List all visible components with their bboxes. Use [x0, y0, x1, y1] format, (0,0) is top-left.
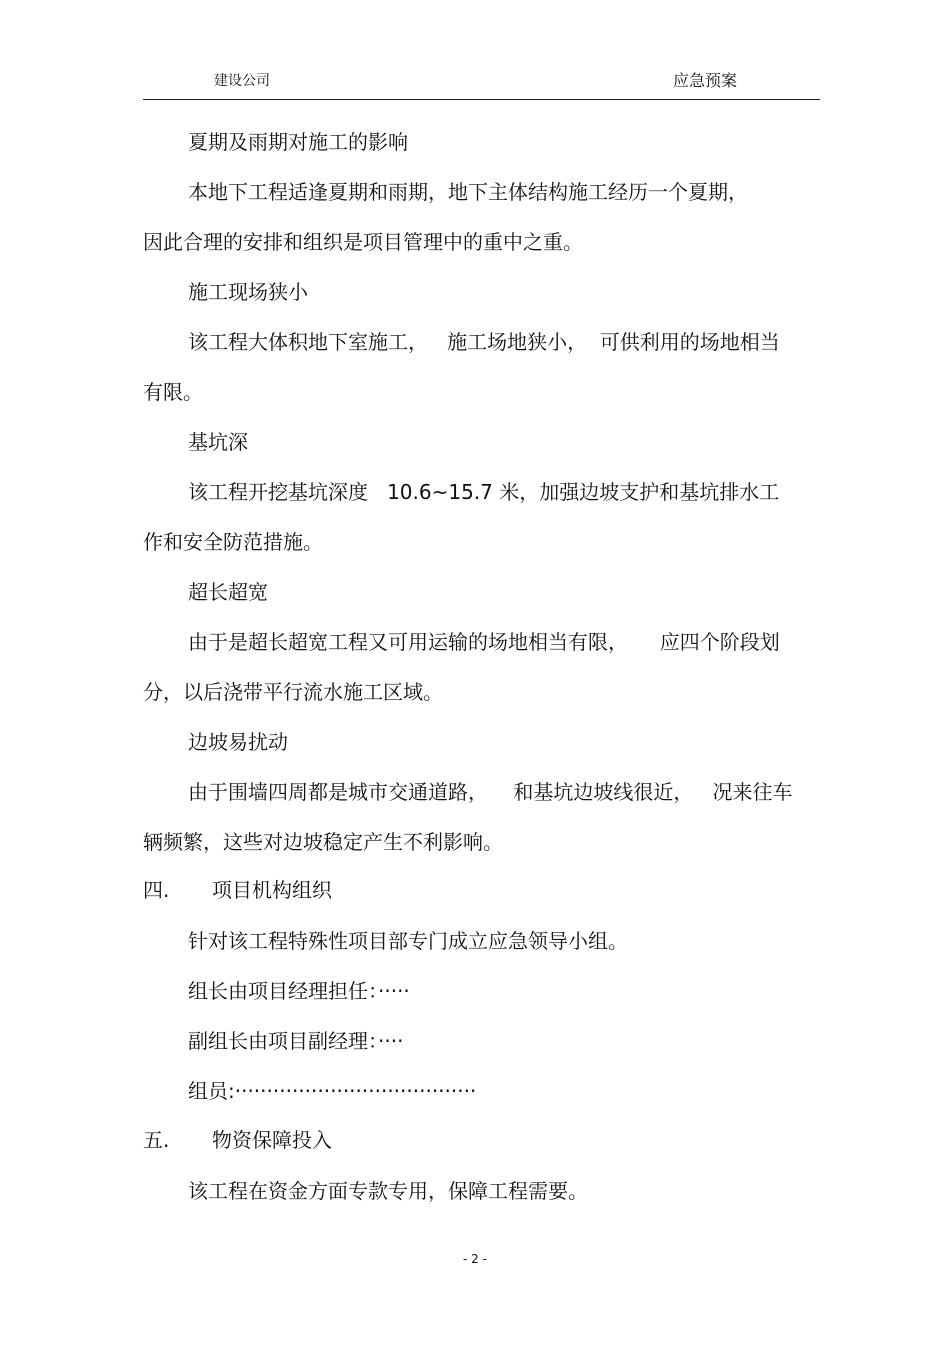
team-leader-line: 组长由项目经理担任：·····: [188, 979, 410, 1003]
section-title: 项目机构组织: [212, 878, 332, 902]
header-divider: [143, 99, 820, 100]
paragraph-line: 有限。: [143, 380, 203, 404]
header-company: 建设公司: [214, 73, 270, 89]
paragraph-line: 该工程大体积地下室施工， 施工场地狭小， 可供利用的场地相当: [188, 330, 780, 354]
section-number: 四.: [143, 878, 170, 902]
section-title: 物资保障投入: [212, 1128, 332, 1152]
paragraph-line: 由于围墙四周都是城市交通道路， 和基坑边坡线很近， 况来往车: [188, 780, 793, 804]
paragraph-line: 因此合理的安排和组织是项目管理中的重中之重。: [143, 230, 583, 254]
paragraph-line: 该工程在资金方面专款专用，保障工程需要。: [188, 1179, 588, 1203]
paragraph-line: 针对该工程特殊性项目部专门成立应急领导小组。: [188, 929, 628, 953]
section-number: 五.: [143, 1128, 170, 1152]
header-document-type: 应急预案: [673, 71, 738, 90]
paragraph-line: 作和安全防范措施。: [143, 530, 323, 554]
subheading-deep-pit: 基坑深: [188, 430, 248, 454]
paragraph-line: 辆频繁，这些对边坡稳定产生不利影响。: [143, 830, 503, 854]
subheading-oversize: 超长超宽: [188, 580, 268, 604]
paragraph-line: 本地下工程适逢夏期和雨期，地下主体结构施工经历一个夏期，: [188, 180, 748, 204]
deputy-leader-line: 副组长由项目副经理：····: [188, 1029, 404, 1053]
page-number: - 2 -: [463, 1252, 487, 1266]
paragraph-line: 由于是超长超宽工程又可用运输的场地相当有限， 应四个阶段划: [188, 630, 780, 654]
subheading-slope-disturbance: 边坡易扰动: [188, 730, 288, 754]
subheading-narrow-site: 施工现场狭小: [188, 280, 308, 304]
paragraph-line: 分，以后浇带平行流水施工区域。: [143, 680, 443, 704]
subheading-summer-rain: 夏期及雨期对施工的影响: [188, 130, 408, 154]
paragraph-line: 该工程开挖基坑深度 10.6~15.7 米，加强边坡支护和基坑排水工: [188, 480, 780, 504]
team-members-line: 组员:······································: [188, 1079, 477, 1103]
